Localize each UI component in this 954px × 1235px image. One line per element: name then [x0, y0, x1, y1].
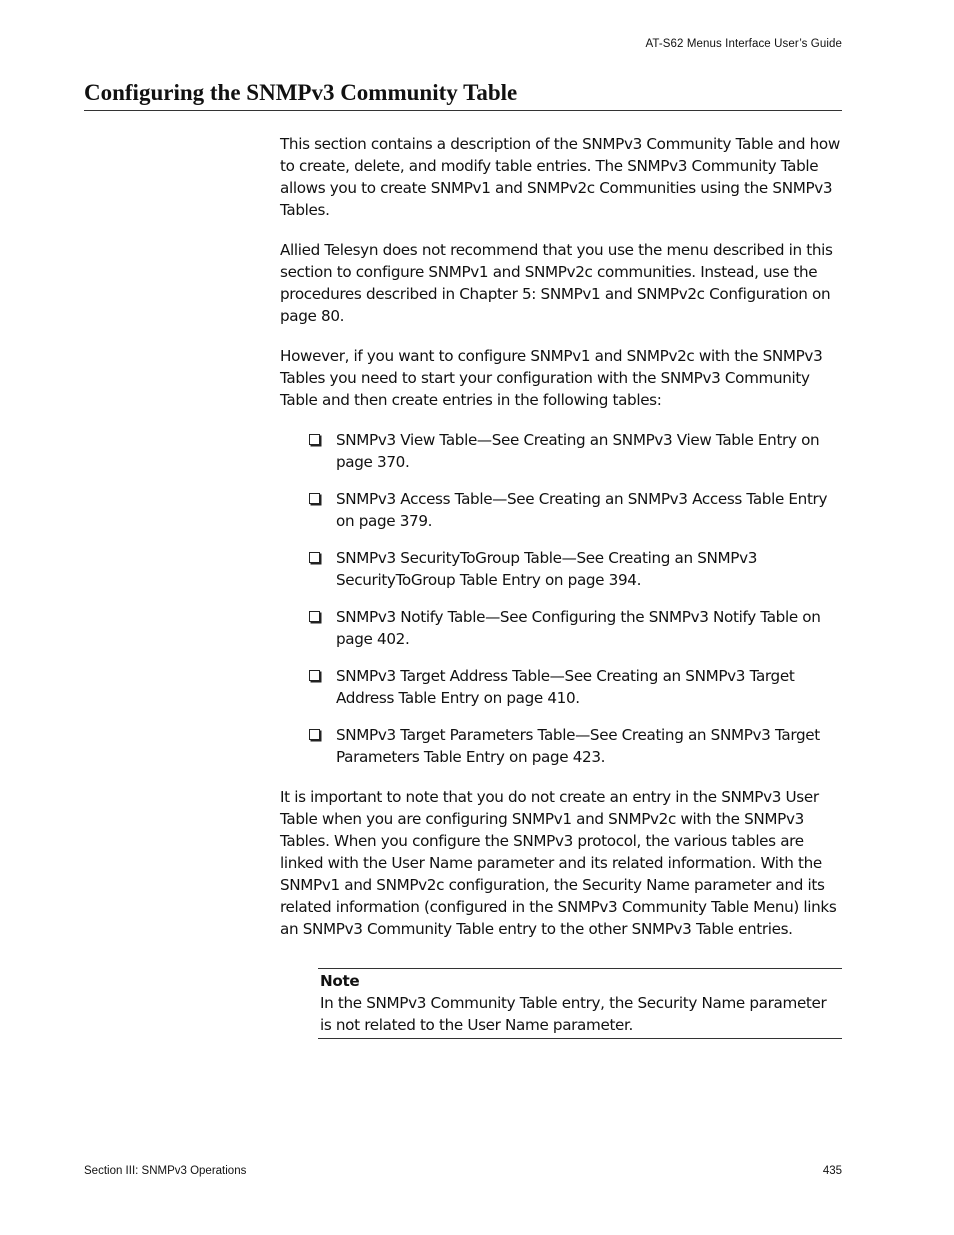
checkbox-bullet-icon [309, 729, 320, 740]
body-column [280, 133, 842, 1039]
intro-paragraph: This section contains a description of the SNMPv3 Community Table and how to create, delete, and modify table entries. The SNMPv3 Community Table allows you to create SNMPv1 and SNMPv2c Communities using the SNMPv3 Tables. [280, 135, 840, 219]
recommendation-paragraph: Allied Telesyn does not recommend that you use the menu described in this section to configure SNMPv1 and SNMPv2c communities. Instead, use the procedures described in Chapter 5: SNMPv1 and SNMPv2c Configuration on page 80. [280, 241, 833, 325]
list-item-text: SNMPv3 SecurityToGroup Table—See Creating an SNMPv3 SecurityToGroup Table Entry on page 394. [336, 549, 758, 589]
checkbox-bullet-icon [309, 434, 320, 445]
important-paragraph: It is important to note that you do not create an entry in the SNMPv3 User Table when you are configuring SNMPv1 and SNMPv2c with the SNMPv3 Tables. When you configure the SNMPv3 protocol, the various tables are linked with the User Name parameter and its related information. With the SNMPv1 and SNMPv2c configuration, the Security Name parameter and its related information (configured in the SNMPv3 Community Table Menu) links an SNMPv3 Community Table entry to the other SNMPv3 Table entries. [280, 788, 837, 938]
list-item-text: SNMPv3 View Table—See Creating an SNMPv3 View Table Entry on page 370. [336, 431, 820, 471]
list-item [308, 606, 842, 650]
list-item [308, 724, 842, 768]
section-title: Configuring the SNMPv3 Community Table [84, 78, 842, 111]
list-item-text: SNMPv3 Target Address Table—See Creating an SNMPv3 Target Address Table Entry on page 410. [336, 667, 795, 707]
note-text: In the SNMPv3 Community Table entry, the Security Name parameter is not related to the User Name parameter. [320, 994, 827, 1034]
footer-section-label: Section III: SNMPv3 Operations [84, 1165, 247, 1177]
list-item [308, 547, 842, 591]
list-item-text: SNMPv3 Target Parameters Table—See Creating an SNMPv3 Target Parameters Table Entry on page 423. [336, 726, 820, 766]
checkbox-bullet-icon [309, 493, 320, 504]
checkbox-bullet-icon [309, 611, 320, 622]
list-item [308, 488, 842, 532]
note-box [318, 968, 842, 1039]
page-number: 435 [822, 1165, 842, 1177]
list-item [308, 429, 842, 473]
list-item-text: SNMPv3 Access Table—See Creating an SNMPv3 Access Table Entry on page 379. [336, 490, 828, 530]
checkbox-bullet-icon [309, 670, 320, 681]
running-header: AT-S62 Menus Interface User’s Guide [645, 38, 842, 50]
note-heading: Note [320, 972, 360, 990]
table-list [308, 429, 842, 768]
list-item [308, 665, 842, 709]
checkbox-bullet-icon [309, 552, 320, 563]
list-item-text: SNMPv3 Notify Table—See Configuring the SNMPv3 Notify Table on page 402. [336, 608, 821, 648]
however-paragraph: However, if you want to configure SNMPv1 and SNMPv2c with the SNMPv3 Tables you need to start your configuration with the SNMPv3 Community Table and then create entries in the following tables: [280, 347, 823, 409]
